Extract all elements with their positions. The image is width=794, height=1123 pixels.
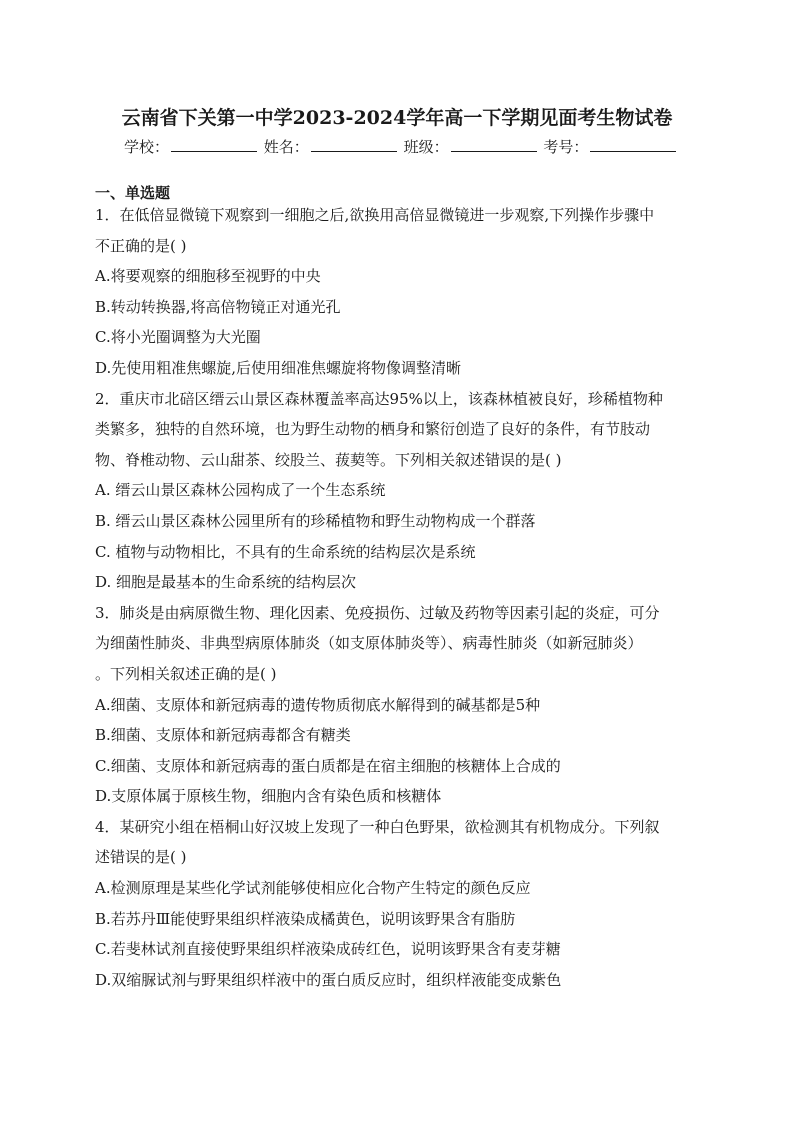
question-1-stem-line-2: 不正确的是( ) <box>95 236 187 255</box>
question-4-option-c: C.若斐林试剂直接使野果组织样液染成砖红色，说明该野果含有麦芽糖 <box>95 940 561 959</box>
question-3-stem-line-2: 为细菌性肺炎、非典型病原体肺炎（如支原体肺炎等）、病毒性肺炎（如新冠肺炎） <box>95 634 643 653</box>
question-1-option-d: D.先使用粗准焦螺旋,后使用细准焦螺旋将物像调整清晰 <box>95 358 462 377</box>
exam-title: 云南省下关第一中学2023-2024学年高一下学期见面考生物试卷 <box>121 107 673 129</box>
question-3-option-b: B.细菌、支原体和新冠病毒都含有糖类 <box>95 726 351 745</box>
name-label: 姓名： <box>263 138 309 156</box>
student-info-row <box>124 136 678 157</box>
question-4-stem-line-1: 4．某研究小组在梧桐山好汉坡上发现了一种白色野果，欲检测其有机物成分。下列叙 <box>95 817 660 836</box>
question-1-option-c: C.将小光圈调整为大光圈 <box>95 328 261 347</box>
question-2-stem-line-1: 2．重庆市北碚区缙云山景区森林覆盖率高达95%以上，该森林植被良好，珍稀植物种 <box>95 389 663 408</box>
question-3-option-d: D.支原体属于原核生物，细胞内含有染色质和核糖体 <box>95 787 442 806</box>
question-1-stem-line-1: 1．在低倍显微镜下观察到一细胞之后,欲换用高倍显微镜进一步观察,下列操作步骤中 <box>95 206 655 224</box>
question-3-stem-line-1: 3．肺炎是由病原微生物、理化因素、免疫损伤、过敏及药物等因素引起的炎症，可分 <box>95 603 660 622</box>
name-blank <box>311 137 397 152</box>
question-2-stem-line-2: 类繁多，独特的自然环境，也为野生动物的栖身和繁衍创造了良好的条件，有节肢动 <box>95 420 651 439</box>
question-2-option-a: A. 缙云山景区森林公园构成了一个生态系统 <box>95 481 386 500</box>
exam-number-blank <box>590 137 676 152</box>
question-2-option-d: D. 细胞是最基本的生命系统的结构层次 <box>95 573 357 592</box>
question-2-option-c: C. 植物与动物相比，不具有的生命系统的结构层次是系统 <box>95 542 476 561</box>
question-3-option-c: C.细菌、支原体和新冠病毒的蛋白质都是在宿主细胞的核糖体上合成的 <box>95 756 561 775</box>
question-4-stem-line-2: 述错误的是( ) <box>95 848 187 867</box>
question-4-option-a: A.检测原理是某些化学试剂能够使相应化合物产生特定的颜色反应 <box>95 879 531 898</box>
exam-number-label: 考号： <box>543 138 589 156</box>
question-4-option-b: B.若苏丹Ⅲ能使野果组织样液染成橘黄色，说明该野果含有脂肪 <box>95 909 516 928</box>
school-blank <box>171 137 257 152</box>
question-list <box>95 200 705 995</box>
question-1-option-b: B.转动转换器,将高倍物镜正对通光孔 <box>95 297 341 316</box>
school-label: 学校： <box>124 138 170 156</box>
question-3-stem-line-3: 。下列相关叙述正确的是( ) <box>95 664 277 683</box>
section-heading: 一、单选题 <box>95 184 171 202</box>
question-2-option-b: B. 缙云山景区森林公园里所有的珍稀植物和野生动物构成一个群落 <box>95 511 536 530</box>
class-label: 班级： <box>403 138 449 156</box>
class-blank <box>451 137 537 152</box>
question-3-option-a: A.细菌、支原体和新冠病毒的遗传物质彻底水解得到的碱基都是5种 <box>95 695 541 714</box>
question-4-option-d: D.双缩脲试剂与野果组织样液中的蛋白质反应时，组织样液能变成紫色 <box>95 970 562 989</box>
question-1-option-a: A.将要观察的细胞移至视野的中央 <box>95 267 321 286</box>
question-2-stem-line-3: 物、脊椎动物、云山甜茶、绞股兰、菝葜等。下列相关叙述错误的是( ) <box>95 450 562 469</box>
